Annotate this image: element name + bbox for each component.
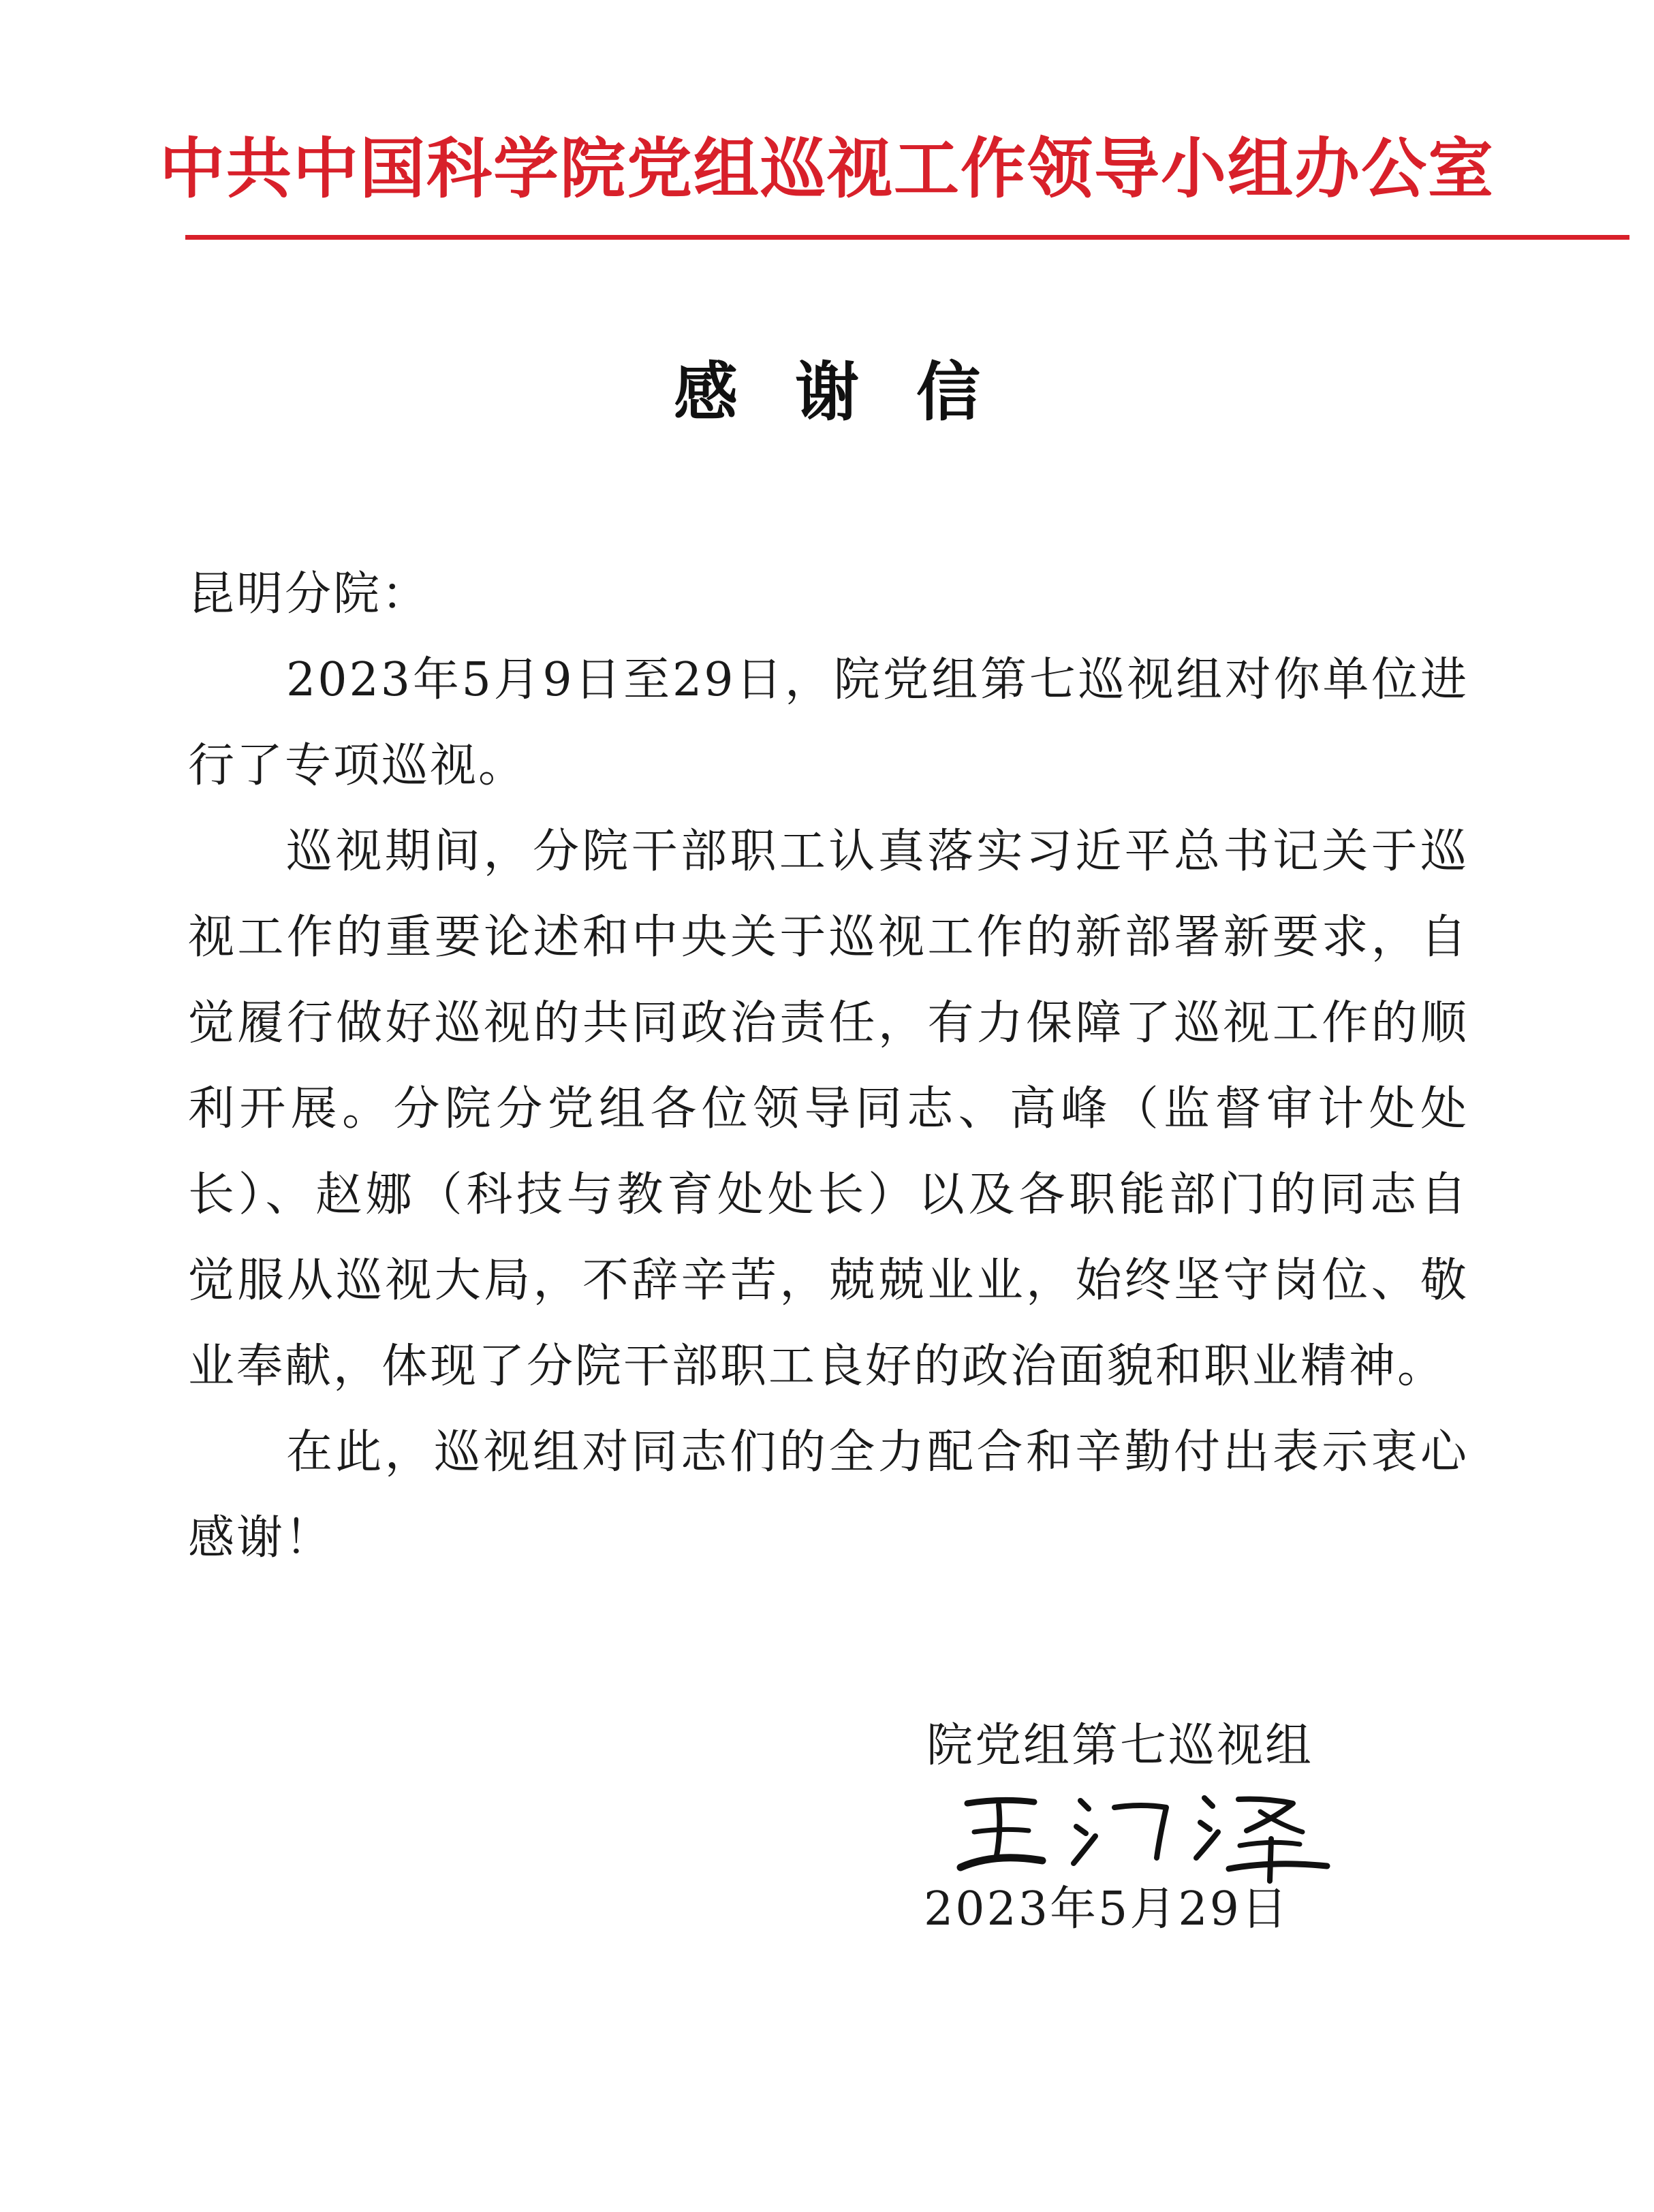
salutation: 昆明分院： [188,567,431,621]
letter-date: 2023年5月29日 [924,1882,1290,1936]
signer-organization: 院党组第七巡视组 [926,1719,1314,1773]
paragraph-1: 2023年5月9日至29日，院党组第七巡视组对你单位进行了专项巡视。 [188,653,1469,793]
letterhead-org-name: 中共中国科学院党组巡视工作领导小组办公室 [159,131,1495,207]
letterhead-divider [185,235,1629,240]
letter-body [188,552,1469,1581]
paragraph-3: 在此，巡视组对同志们的全力配合和辛勤付出表示衷心感谢！ [188,1425,1469,1565]
paragraph-2: 巡视期间，分院干部职工认真落实习近平总书记关于巡视工作的重要论述和中央关于巡视工作的新部署新要求，自觉履行做好巡视的共同政治责任，有力保障了巡视工作的顺利开展。分院分党组各位领导同志、高峰（监督审计处处长）、赵娜（科技与教育处处长）以及各职能部门的同志自觉服从巡视大局，不辞辛苦，兢兢业业，始终坚守岗位、敬业奉献，体现了分院干部职工良好的政治面貌和职业精神。 [188,825,1469,1393]
document-title: 感谢信 [673,356,1037,430]
handwritten-signature [954,1778,1335,1886]
